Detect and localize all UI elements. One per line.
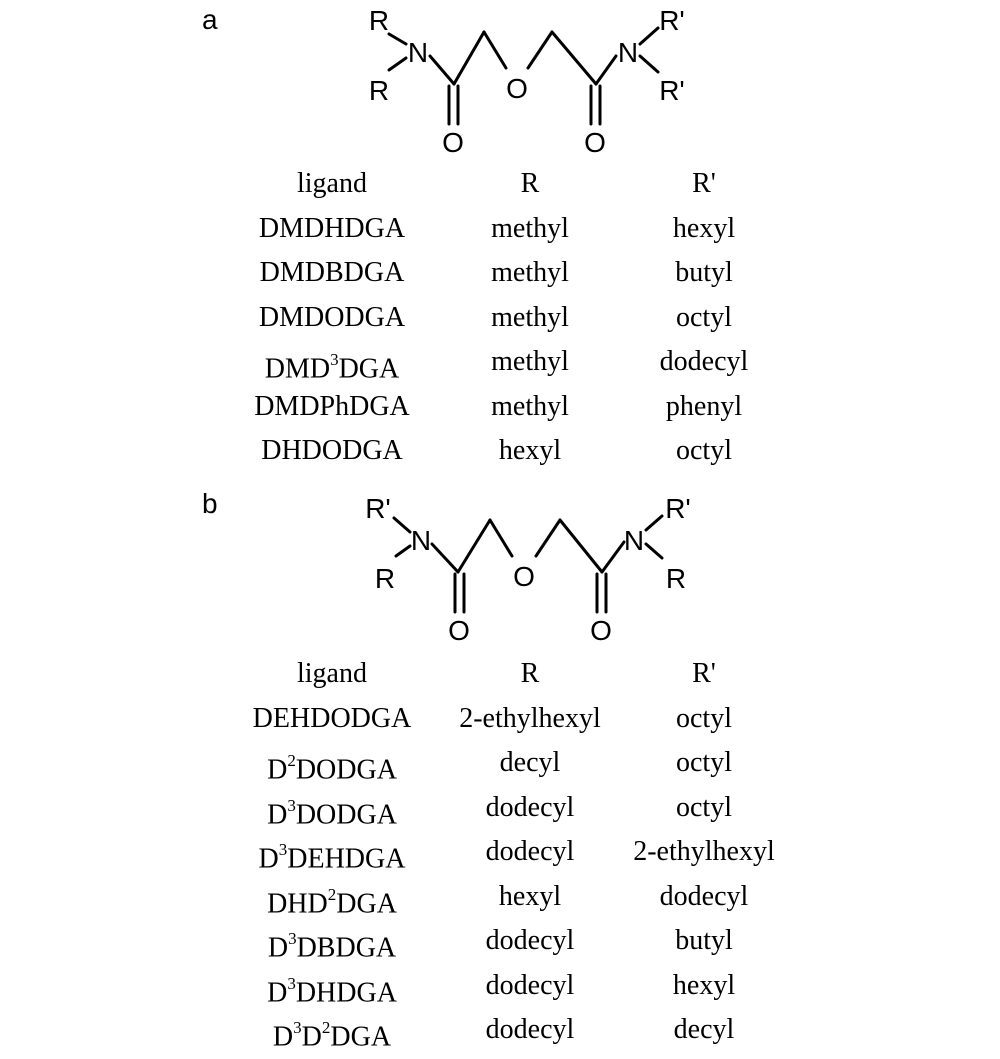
- panel-b-sub-right-top: R': [665, 493, 691, 524]
- ligand-name-part: DGA: [338, 353, 400, 385]
- panel-b-o-ether: O: [513, 561, 535, 592]
- r-group: methyl: [491, 257, 569, 288]
- panel-b-sub-left-top: R': [365, 493, 391, 524]
- r-group: methyl: [491, 346, 569, 377]
- ligand-name-part: DMDODGA: [258, 301, 406, 333]
- r-group: methyl: [491, 301, 569, 333]
- panel-a-n-right: N: [617, 37, 639, 68]
- ligand-name-part: 3: [287, 973, 296, 993]
- ligand-name-part: DMDBDGA: [259, 257, 405, 288]
- r-group: 2-ethylhexyl: [459, 702, 601, 734]
- r-prime-group: octyl: [676, 435, 732, 466]
- panel-a-label: a: [202, 4, 218, 35]
- r-group: dodecyl: [485, 836, 575, 867]
- panel-b-sub-right-bottom: R: [665, 563, 687, 594]
- r-prime-group: dodecyl: [659, 880, 749, 912]
- r-prime-group: hexyl: [672, 969, 736, 1001]
- panel-a-table-header: [0, 162, 1000, 206]
- ligand-name-part: 2: [287, 751, 296, 770]
- table-row: [0, 964, 1000, 1008]
- table-row: [0, 207, 1000, 251]
- panel-a-sub-right-top: R': [659, 5, 685, 36]
- r-group: decyl: [499, 747, 561, 778]
- panel-b-header-rprime: R': [692, 658, 716, 689]
- panel-a-header-rprime: R': [692, 168, 716, 199]
- r-group: methyl: [491, 212, 569, 244]
- ligand-name-part: D: [258, 843, 279, 875]
- table-row: [0, 875, 1000, 919]
- ligand-name-part: D: [301, 1021, 322, 1053]
- ligand-name-part: DMD: [264, 353, 331, 385]
- panel-a-sub-left-top: R: [368, 5, 390, 36]
- table-row: [0, 830, 1000, 874]
- ligand-name-part: DEHDGA: [287, 843, 406, 875]
- ligand-name-part: 3: [278, 840, 288, 859]
- ligand-name-part: D: [267, 798, 288, 830]
- ligand-name-part: 3: [288, 929, 297, 948]
- panel-b-header-r: R: [520, 658, 540, 689]
- ligand-name-part: DODGA: [295, 798, 397, 830]
- ligand-name-part: DBDGA: [296, 932, 397, 964]
- r-prime-group: octyl: [676, 301, 732, 333]
- panel-b-n-right: N: [623, 525, 645, 556]
- panel-a-header-ligand: ligand: [297, 168, 367, 199]
- table-row: [0, 251, 1000, 295]
- panel-a-structure: [0, 0, 1000, 160]
- ligand-name-part: DMDPhDGA: [254, 390, 410, 422]
- ligand-name-part: DHDODGA: [261, 435, 403, 466]
- ligand-name-part: D: [267, 754, 288, 786]
- table-row: [0, 340, 1000, 384]
- r-group: dodecyl: [485, 791, 575, 823]
- r-prime-group: 2-ethylhexyl: [633, 836, 775, 867]
- r-prime-group: octyl: [676, 791, 732, 823]
- panel-b-label: b: [202, 488, 218, 519]
- panel-a-sub-right-bottom: R': [659, 75, 685, 106]
- ligand-name-part: DMDHDGA: [258, 212, 406, 244]
- ligand-name-part: 2: [327, 884, 337, 904]
- r-prime-group: phenyl: [665, 390, 743, 422]
- r-group: dodecyl: [485, 1014, 575, 1045]
- r-prime-group: butyl: [675, 925, 733, 956]
- panel-a-o-ether: O: [506, 73, 528, 104]
- table-row: [0, 741, 1000, 785]
- panel-a-header-r: R: [520, 168, 540, 199]
- ligand-name-part: D: [267, 976, 288, 1008]
- table-row: [0, 296, 1000, 340]
- r-prime-group: butyl: [675, 257, 733, 288]
- ligand-name-part: 3: [330, 350, 339, 369]
- panel-b-header-ligand: ligand: [297, 658, 367, 689]
- panel-b-table-header: [0, 652, 1000, 696]
- panel-a-o-left: O: [442, 127, 464, 158]
- table-row: [0, 697, 1000, 741]
- r-group: dodecyl: [485, 925, 575, 956]
- table-row: [0, 385, 1000, 429]
- panel-a-o-right: O: [584, 127, 606, 158]
- ligand-name-part: D: [267, 932, 289, 964]
- table-row: [0, 1008, 1000, 1052]
- panel-a-sub-left-bottom: R: [368, 75, 390, 106]
- ligand-name-part: DGA: [336, 887, 397, 919]
- ligand-name-part: D: [272, 1021, 294, 1053]
- ligand-name-part: DHDGA: [295, 976, 397, 1008]
- panel-b-o-right: O: [590, 615, 612, 646]
- ligand-name-part: 3: [293, 1018, 302, 1037]
- panel-a-n-left: N: [407, 37, 429, 68]
- r-prime-group: dodecyl: [659, 346, 749, 377]
- ligand-name-part: DODGA: [295, 754, 397, 786]
- r-group: dodecyl: [485, 969, 575, 1001]
- r-prime-group: hexyl: [672, 212, 736, 244]
- ligand-name-part: DHD: [267, 887, 328, 919]
- panel-b-n-left: N: [410, 525, 432, 556]
- ligand-name-part: DGA: [330, 1021, 392, 1053]
- r-group: hexyl: [498, 880, 562, 912]
- table-row: [0, 429, 1000, 473]
- r-prime-group: decyl: [673, 1014, 735, 1045]
- panel-b-structure: [0, 484, 1000, 644]
- r-prime-group: octyl: [676, 702, 732, 734]
- ligand-name-part: 3: [287, 795, 296, 815]
- table-row: [0, 919, 1000, 963]
- r-group: methyl: [491, 390, 569, 422]
- ligand-name-part: DEHDODGA: [252, 702, 412, 734]
- panel-b-sub-left-bottom: R: [374, 563, 396, 594]
- table-row: [0, 786, 1000, 830]
- r-prime-group: octyl: [676, 747, 732, 778]
- ligand-name-part: 2: [321, 1018, 331, 1037]
- panel-b-o-left: O: [448, 615, 470, 646]
- r-group: hexyl: [498, 435, 562, 466]
